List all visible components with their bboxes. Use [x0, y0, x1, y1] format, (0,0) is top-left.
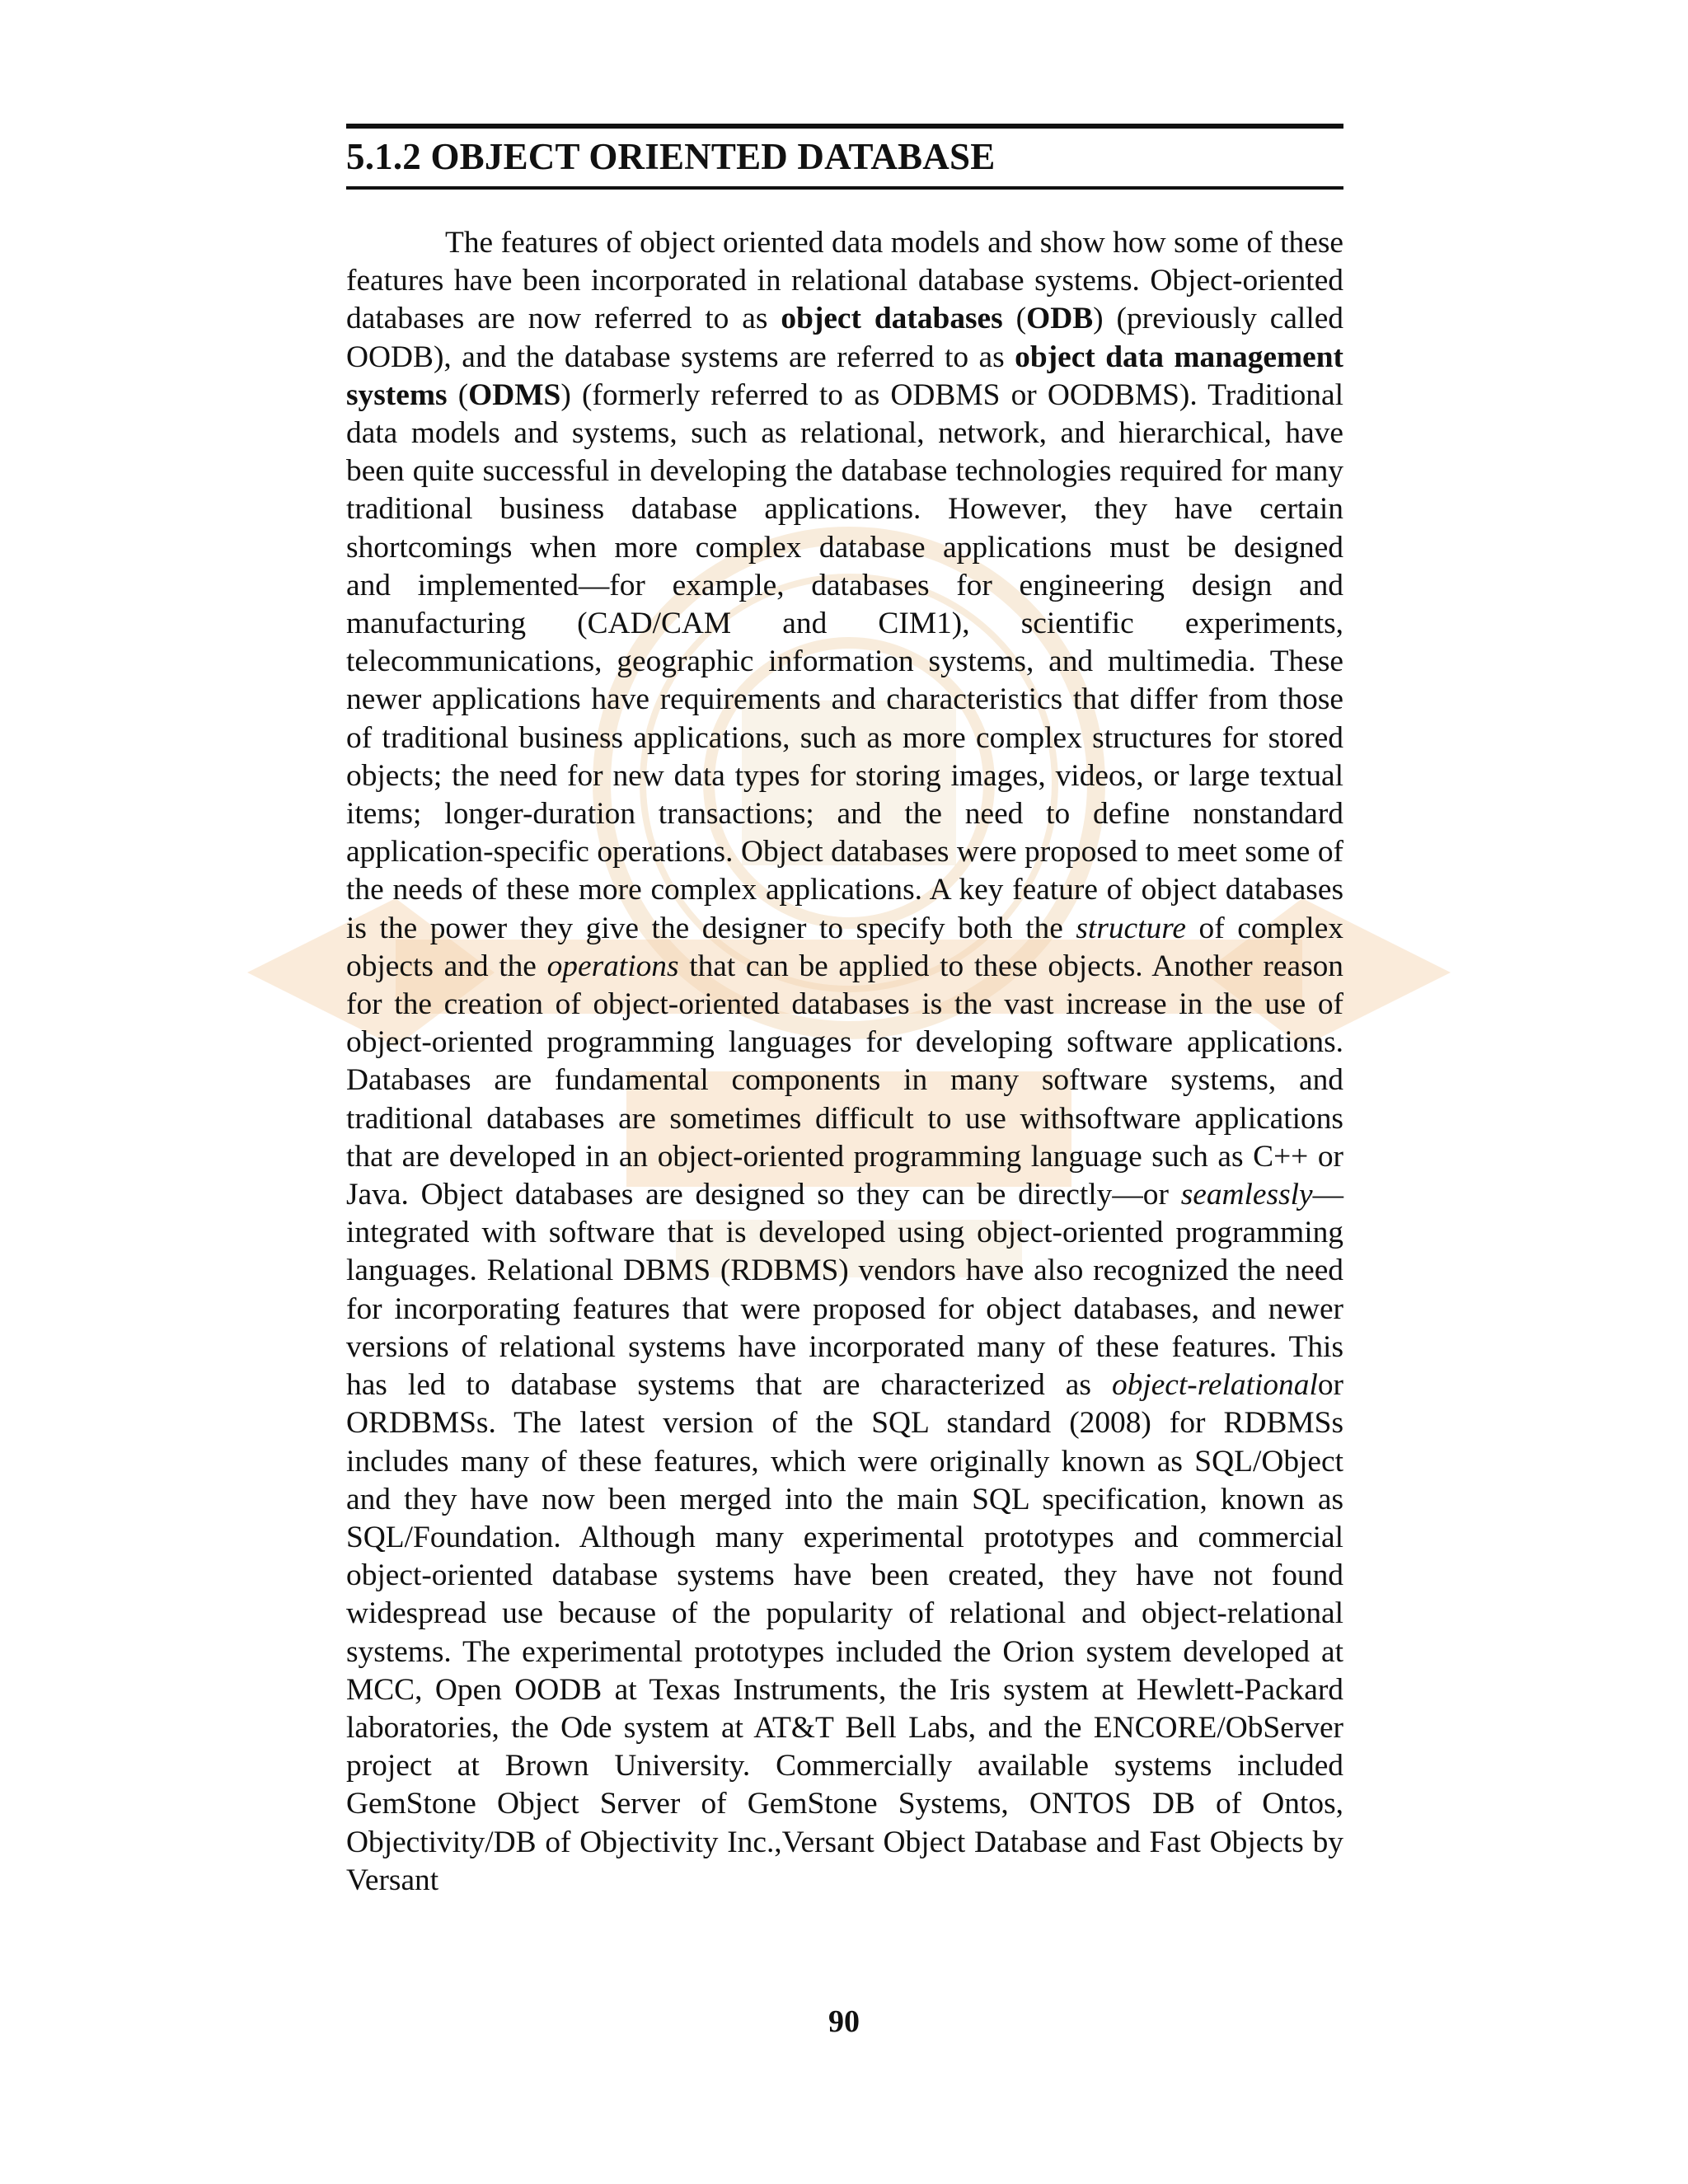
bold-term: object data management systems [346, 340, 1343, 412]
italic-term: operations [546, 949, 679, 983]
bold-term: ODMS [468, 377, 561, 412]
section-heading: 5.1.2 OBJECT ORIENTED DATABASE [346, 136, 996, 177]
text-run: The features of object oriented data models and show how some of these features have been incorporated in relational database systems. Object-oriented databases are now referred to as [346, 226, 1343, 336]
italic-term: object-relational [1111, 1368, 1318, 1403]
text-run: that can be applied to these objects. Another reason for the creation of object-oriented databases is the vast increase in the use of object-oriented programming languages for developing software applications. Databases are fundamental components in many software systems, and traditional databases are sometimes difficult to use withsoftware applications that are developed in an object-oriented programming language such as C++ or Java. Object databases are designed so they can be directly—or [346, 949, 1344, 1212]
section-heading-block [346, 124, 1343, 190]
page-number: 90 [828, 2004, 860, 2039]
italic-term: seamlessly [1180, 1178, 1313, 1212]
text-run: of complex objects and the [346, 911, 1343, 983]
bold-term: ODB [1026, 302, 1094, 336]
text-run: or ORDBMSs. The latest version of the SQL standard (2008) for RDBMSs includes many of these features, which were originally known as SQL/Object and they have now been merged into the main SQL specification, known as SQL/Foundation. Although many experimental prototypes and commercial object-oriented database systems have been created, they have not found widespread use because of the popularity of relational and object-relational systems. The experimental prototypes included the Orion system developed at MCC, Open OODB at Texas Instruments, the Iris system at Hewlett-Packard laboratories, the Ode system at AT&T Bell Labs, and the ENCORE/ObServer project at Brown University. Commercially available systems included GemStone Object Server of GemStone Systems, ONTOS DB of Ontos, Objectivity/DB of Objectivity Inc.,Versant Object Database and Fast Objects by Versant [346, 1368, 1343, 1897]
text-run: ) (previously called OODB), and the database systems are referred to as [346, 302, 1344, 374]
text-run: ( [447, 377, 469, 412]
body-paragraph [346, 224, 1343, 1900]
bold-term: object databases [781, 302, 1003, 336]
text-run: ( [1002, 302, 1027, 336]
text-run: —integrated with software that is developed using object-oriented programming languages. Relational DBMS (RDBMS) vendors have also recognized the need for incorporating features that were proposed for object databases, and newer versions of relational systems have incorporated many of these features. This has led to database systems that are characterized as [346, 1178, 1343, 1403]
text-run: ) (formerly referred to as ODBMS or OODBMS). Traditional data models and systems, such as relational, network, and hierarchical, have been quite successful in developing the database technologies required for many traditional business database applications. However, they have certain shortcomings when more complex database applications must be designed and implemented—for example, databases for engineering design and manufacturing (CAD/CAM and CIM1), scientific experiments, telecommunications, geographic information systems, and multimedia. These newer applications have requirements and characteristics that differ from those of traditional business applications, such as more complex structures for stored objects; the need for new data types for storing images, videos, or large textual items; longer-duration transactions; and the need to define nonstandard application-specific operations. Object databases were proposed to meet some of the needs of these more complex applications. A key feature of object databases is the power they give the designer to specify both the [346, 377, 1343, 945]
italic-term: structure [1076, 911, 1186, 945]
main-content [346, 124, 1343, 1930]
